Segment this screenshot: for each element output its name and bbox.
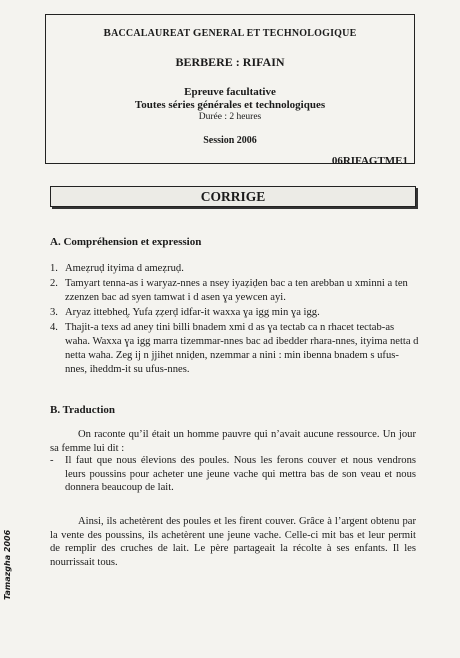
list-item bbox=[50, 262, 420, 276]
item-number: 4. bbox=[50, 322, 58, 333]
answer-list bbox=[50, 262, 420, 378]
item-text: Ameẓruḍ ityima d ameẓruḍ. bbox=[65, 263, 184, 274]
dialogue-dash: - bbox=[50, 455, 54, 466]
list-item bbox=[50, 306, 420, 320]
watermark-text: Tamazgha 2006 bbox=[3, 529, 12, 600]
item-number: 3. bbox=[50, 307, 58, 318]
exam-duration: Durée : 2 heures bbox=[198, 112, 262, 122]
translation-paragraph-2: Il faut que nous élevions des poules. Nous les ferons couver et nous vendrons leurs poussins pour acheter une jeune vache qui mettra bas de son veau et nous donnera beaucoup de lait. bbox=[65, 455, 416, 493]
dialogue-line bbox=[50, 454, 416, 495]
item-text: Thajit-a texs ad aney tini billi bnadem xmi d as ɣa tectab ca n rhacet tectab-as waha. Waxxa ɣa igg marra tizemmar-nnes bac ad ibedder rhara-nnes, ityima netta d netta waha. Zeg ij n jjihet nniḍen, nzemmar a nini : min ibenna bnadem s ufus-nnes, iheddm-it su ufus-nnes. bbox=[65, 322, 419, 375]
item-text: Aryaz ittebhed̥. Yufa ẓẓerḍ idfar-it waxxa ɣa igg min ɣa igg. bbox=[65, 307, 320, 318]
exam-series: Toutes séries générales et technologiques bbox=[134, 99, 326, 111]
item-text: Tamyart tenna-as i waryaz-nnes a nsey iyaẓiḍen bac a ten arebban u xminni a ten zzenzen bac ad syen tamwat i d asen ɣa yewcen ayi. bbox=[65, 278, 408, 303]
section-b-title: B. Traduction bbox=[50, 404, 115, 416]
exam-epreuve: Epreuve facultative bbox=[184, 86, 276, 98]
exam-header-box bbox=[45, 14, 415, 167]
exam-subject: BERBERE : RIFAIN bbox=[175, 55, 285, 69]
item-number: 2. bbox=[50, 278, 58, 289]
list-item bbox=[50, 321, 420, 377]
translation-paragraph-1: On raconte qu’il était un homme pauvre qui n’avait aucune ressource. Un jour sa femme lui dit : bbox=[50, 429, 416, 454]
exam-title: BACCALAUREAT GENERAL ET TECHNOLOGIQUE bbox=[103, 27, 357, 39]
translation-paragraph-3: Ainsi, ils achetèrent des poules et les firent couver. Grâce à l’argent obtenu par la vente des poussins, ils achetèrent une jeune vache. Celle-ci mit bas et leur permit de remplir des cruches de lait. Le père partageait la récolte à ses enfants. Il les nourrissait tous. bbox=[50, 516, 416, 568]
exam-code: 06RIFAGTME1 bbox=[331, 155, 408, 167]
list-item bbox=[50, 277, 420, 305]
section-a-title: A. Compréhension et expression bbox=[50, 236, 202, 248]
item-number: 1. bbox=[50, 263, 58, 274]
corrige-banner: CORRIGE bbox=[50, 186, 416, 207]
exam-session: Session 2006 bbox=[203, 135, 257, 146]
